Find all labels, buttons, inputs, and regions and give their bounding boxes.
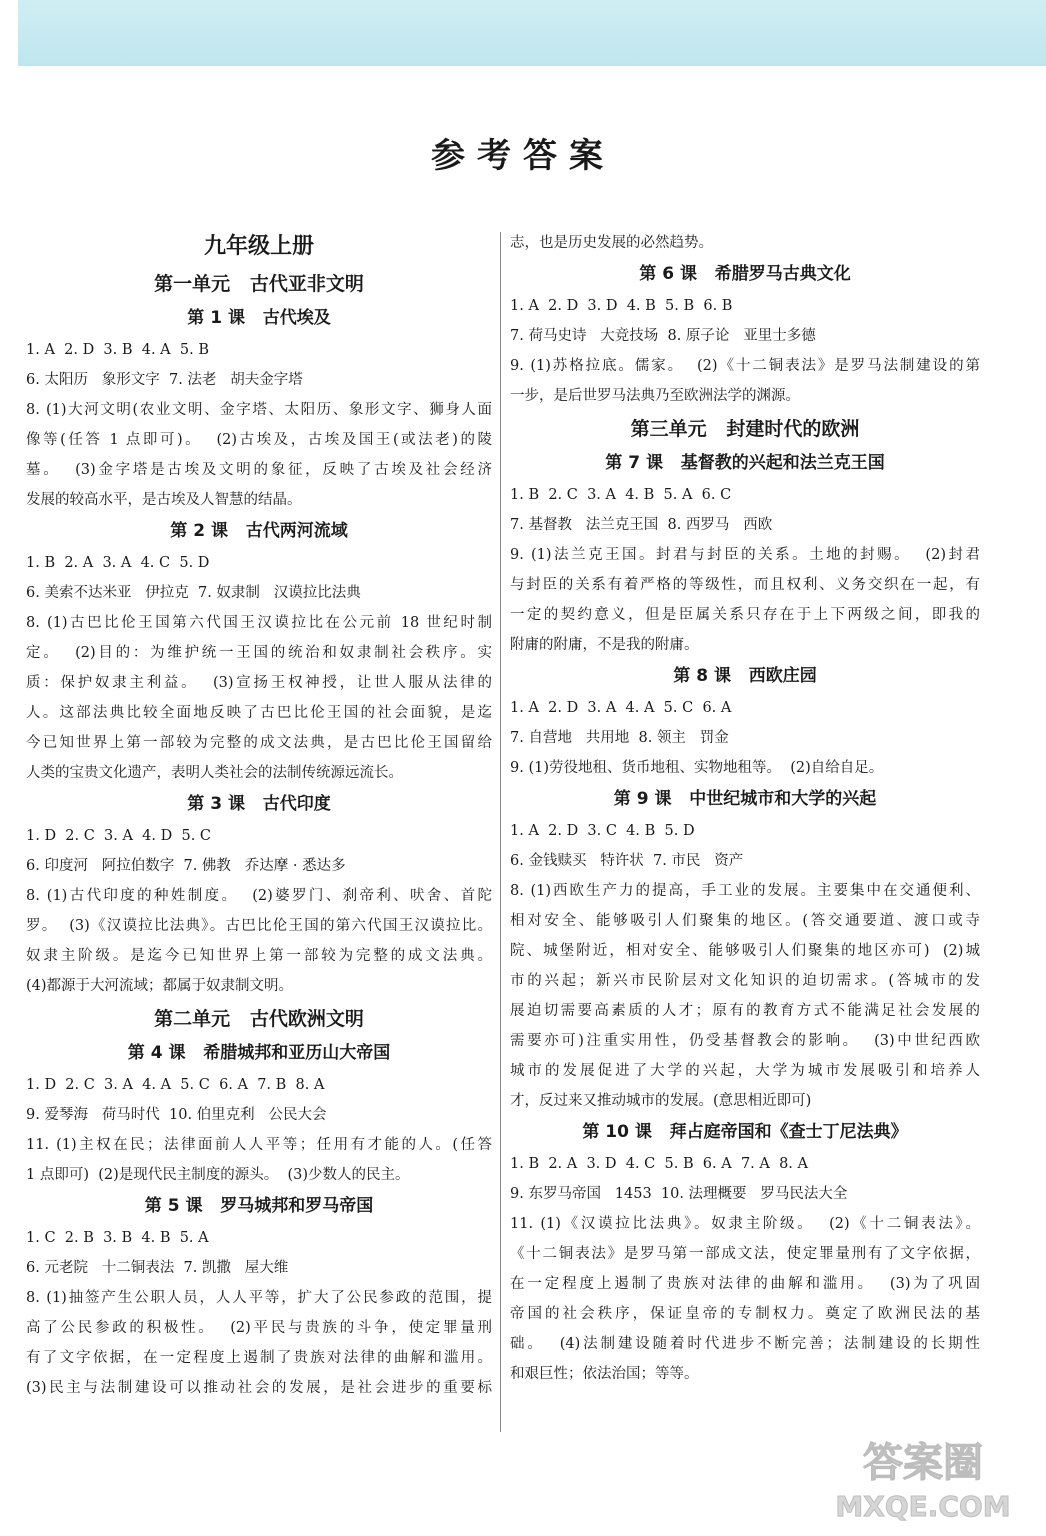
unit-heading: 第一单元 古代亚非文明 [154,273,364,295]
answer-line: 8. (1)古巴比伦王国第六代国王汉谟拉比在公元前 18 世纪时制 [26,615,492,631]
answer-line: 相对安全、能够吸引人们聚集的地区。(答交通要道、渡口或寺 [510,913,980,929]
answer-line: 1. B 2. A 3. A 4. C 5. D [26,555,210,571]
lesson-heading: 第 9 课 中世纪城市和大学的兴起 [613,789,877,809]
unit-heading: 第二单元 古代欧洲文明 [154,1008,364,1030]
answer-line: 1. D 2. C 3. A 4. A 5. C 6. A 7. B 8. A [26,1077,325,1093]
watermark-text-bottom: MXQE.COM [835,1490,1011,1523]
answer-line: 6. 金钱赎买 特许状 7. 市民 资产 [510,853,744,869]
answer-line: 与封臣的关系有着严格的等级性，而且权利、义务交织在一起，有 [510,577,980,593]
lesson-heading: 第 5 课 罗马城邦和罗马帝国 [144,1196,374,1216]
answer-line: 在一定程度上遏制了贵族对法律的曲解和滥用。 (3)为了巩固 [510,1276,980,1292]
column-divider [500,232,501,1432]
answer-line: 1. B 2. A 3. D 4. C 5. B 6. A 7. A 8. A [510,1156,808,1172]
answer-line: 11. (1)主权在民；法律面前人人平等；任用有才能的人。(任答 [26,1137,492,1153]
answer-line: 附庸的附庸，不是我的附庸。 [510,637,699,653]
answer-line: 8. (1)大河文明(农业文明、金字塔、太阳历、象形文字、狮身人面 [26,402,492,418]
answer-line: 才，反过来又推动城市的发展。(意思相近即可) [510,1093,812,1109]
answer-line: 发展的较高水平，是古埃及人智慧的结晶。 [26,492,302,508]
answer-line: 今已知世界上第一部较为完整的成文法典，是古巴比伦王国留给 [26,735,492,751]
answer-line: 6. 美索不达米亚 伊拉克 7. 奴隶制 汉谟拉比法典 [26,585,361,601]
answer-line: 9. 爱琴海 荷马时代 10. 伯里克利 公民大会 [26,1107,327,1123]
lesson-heading: 第 10 课 拜占庭帝国和《查士丁尼法典》 [582,1122,908,1142]
left-column [26,228,492,1403]
answer-line: 7. 自营地 共用地 8. 领主 罚金 [510,730,729,746]
answer-line: 展迫切需要高素质的人才；原有的教育方式不能满足社会发展的 [510,1003,980,1019]
top-color-band [18,0,1046,66]
answer-line: 奴隶主阶级。是迄今已知世界上第一部较为完整的成文法典。 [26,948,492,964]
answer-line: 1. C 2. B 3. B 4. B 5. A [26,1230,209,1246]
answer-line: 院、城堡附近，相对安全、能够吸引人们聚集的地区亦可) (2)城 [510,943,980,959]
answer-line: 人类的宝贵文化遗产，表明人类社会的法制传统源远流长。 [26,765,403,781]
answer-line: 市的兴起；新兴市民阶层对文化知识的迫切需求。(答城市的发 [510,973,980,989]
answer-line: 一步，是后世罗马法典乃至欧洲法学的渊源。 [510,388,800,404]
answer-line: 8. (1)古代印度的种姓制度。 (2)婆罗门、刹帝利、吠舍、首陀 [26,888,492,904]
lesson-heading: 第 3 课 古代印度 [187,794,331,814]
answer-line: 志，也是历史发展的必然趋势。 [510,235,713,251]
answer-line: 一定的契约意义，但是臣属关系只存在于上下两级之间，即我的 [510,607,980,623]
answer-line: 6. 太阳历 象形文字 7. 法老 胡夫金字塔 [26,372,303,388]
right-column [510,228,980,1389]
answer-line: 1. A 2. D 3. D 4. B 5. B 6. B [510,298,733,314]
answer-line: 7. 荷马史诗 大竞技场 8. 原子论 亚里士多德 [510,328,816,344]
lesson-heading: 第 2 课 古代两河流域 [170,521,348,541]
answer-line: 9. 东罗马帝国 1453 10. 法理概要 罗马民法大全 [510,1186,848,1202]
answer-line: 质：保护奴隶主利益。 (3)宣扬王权神授，让世人服从法律的 [26,675,492,691]
lesson-heading: 第 6 课 希腊罗马古典文化 [639,264,851,284]
answer-line: 人。这部法典比较全面地反映了古巴比伦王国的社会面貌，是迄 [26,705,492,721]
answer-line: 《十二铜表法》是罗马第一部成文法，使定罪量刑有了文字依据， [510,1246,980,1262]
lesson-heading: 第 1 课 古代埃及 [187,308,331,328]
answer-line: 和艰巨性；依法治国；等等。 [510,1366,699,1382]
answer-line: 9. (1)苏格拉底。儒家。 (2)《十二铜表法》是罗马法制建设的第 [510,358,980,374]
answer-line: 8. (1)西欧生产力的提高，手工业的发展。主要集中在交通便利、 [510,883,980,899]
answer-line: 9. (1)法兰克王国。封君与封臣的关系。土地的封赐。 (2)封君 [510,547,980,563]
answer-line: 罗。 (3)《汉谟拉比法典》。古巴比伦王国的第六代国王汉谟拉比。 [26,918,492,934]
answer-line: 础。 (4)法制建设随着时代进步不断完善；法制建设的长期性 [510,1336,980,1352]
lesson-heading: 第 4 课 希腊城邦和亚历山大帝国 [127,1043,391,1063]
answer-line: 需要亦可)注重实用性，仍受基督教会的影响。 (3)中世纪西欧 [510,1033,980,1049]
answer-line: 7. 基督教 法兰克王国 8. 西罗马 西欧 [510,517,773,533]
answer-line: 墓。 (3)金字塔是古埃及文明的象征，反映了古埃及社会经济 [26,462,492,478]
answer-line: 高了公民参政的积极性。 (2)平民与贵族的斗争，使定罪量刑 [26,1320,492,1336]
answer-line: 1. A 2. D 3. C 4. B 5. D [510,823,695,839]
answer-line: 6. 元老院 十二铜表法 7. 凯撒 屋大维 [26,1260,289,1276]
book-heading: 九年级上册 [203,234,314,259]
lesson-heading: 第 8 课 西欧庄园 [673,666,817,686]
answer-line: (3)民主与法制建设可以推动社会的发展，是社会进步的重要标 [26,1380,492,1396]
answer-line: 1. A 2. D 3. A 4. A 5. C 6. A [510,700,732,716]
answer-line: 8. (1)抽签产生公职人员，人人平等，扩大了公民参政的范围，提 [26,1290,492,1306]
answer-line: 11. (1)《汉谟拉比法典》。奴隶主阶级。 (2)《十二铜表法》。 [510,1216,980,1232]
answer-line: 有了文字依据，在一定程度上遏制了贵族对法律的曲解和滥用。 [26,1350,492,1366]
answer-line: (4)都源于大河流域；都属于奴隶制文明。 [26,978,294,994]
lesson-heading: 第 7 课 基督教的兴起和法兰克王国 [605,453,885,473]
answer-line: 1. D 2. C 3. A 4. D 5. C [26,828,212,844]
answer-line: 帝国的社会秩序，保证皇帝的专制权力。奠定了欧洲民法的基 [510,1306,980,1322]
page-title: 参考答案 [431,136,615,176]
answer-line: 1. B 2. C 3. A 4. B 5. A 6. C [510,487,732,503]
answer-line: 城市的发展促进了大学的兴起，大学为城市发展吸引和培养人 [510,1063,980,1079]
answer-line: 9. (1)劳役地租、货币地租、实物地租等。 (2)自给自足。 [510,760,884,776]
watermark-text-top: 答案圈 [863,1440,983,1486]
answer-line: 1. A 2. D 3. B 4. A 5. B [26,342,209,358]
watermark-logo [808,1428,1038,1528]
answer-line: 6. 印度河 阿拉伯数字 7. 佛教 乔达摩 · 悉达多 [26,858,346,874]
answer-line: 定。 (2)目的：为维护统一王国的统治和奴隶制社会秩序。实 [26,645,492,661]
unit-heading: 第三单元 封建时代的欧洲 [630,418,860,440]
answer-line: 像等(任答 1 点即可)。 (2)古埃及，古埃及国王(或法老)的陵 [26,432,492,448]
answer-line: 1 点即可) (2)是现代民主制度的源头。 (3)少数人的民主。 [26,1167,410,1183]
